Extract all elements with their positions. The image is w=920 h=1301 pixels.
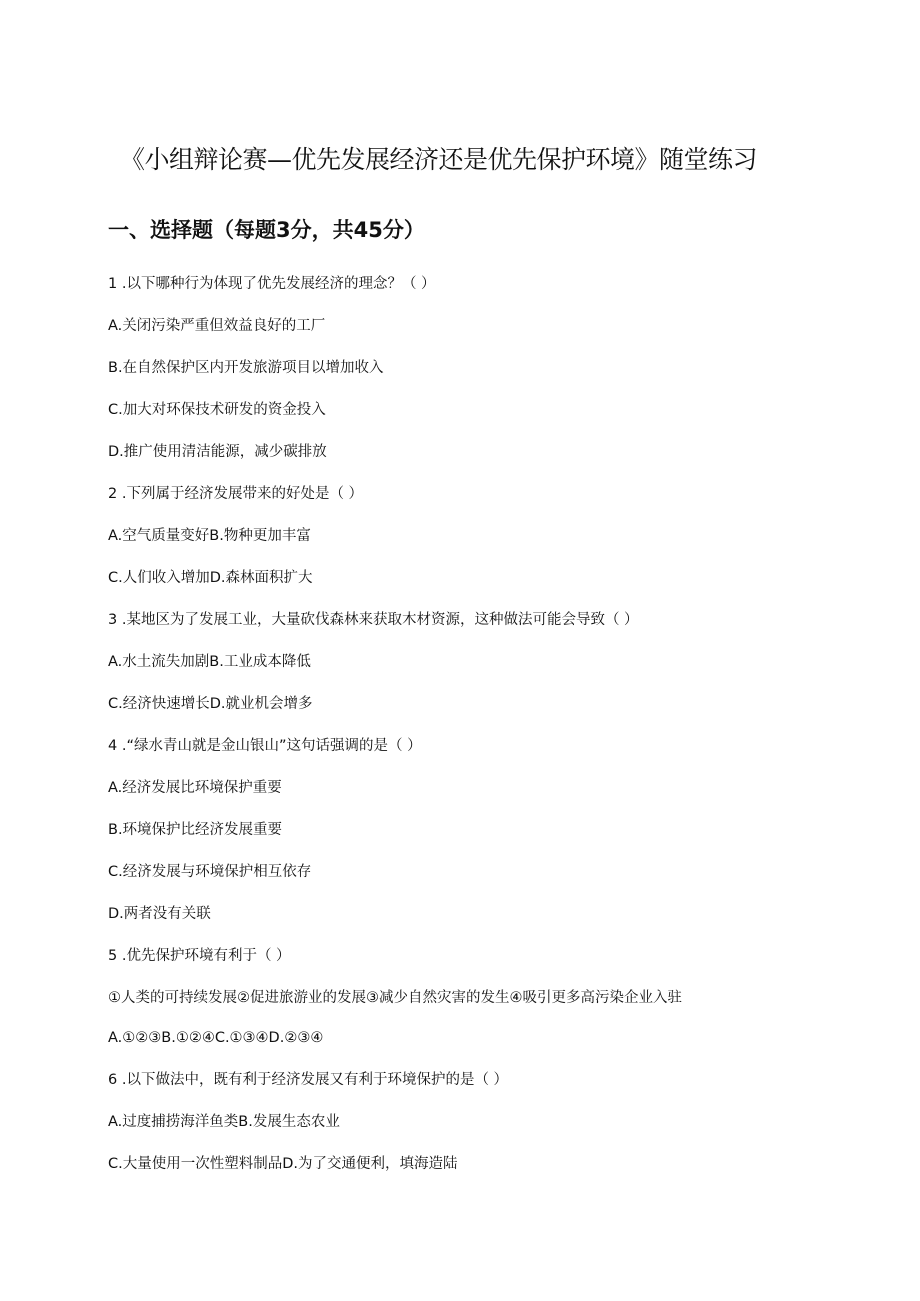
question-list bbox=[108, 272, 808, 1194]
question-3: 3 .某地区为了发展工业，大量砍伐森林来获取木材资源，这种做法可能会导致（ ） bbox=[108, 612, 639, 628]
question-2: 2 .下列属于经济发展带来的好处是（ ） bbox=[108, 486, 364, 502]
question-1: 1 .以下哪种行为体现了优先发展经济的理念？（ ） bbox=[108, 276, 436, 292]
question-2-options-ab: A.空气质量变好B.物种更加丰富 bbox=[108, 528, 311, 544]
question-5-options: A.①②③B.①②④C.①③④D.②③④ bbox=[108, 1030, 324, 1046]
question-1-option-c: C.加大对环保技术研发的资金投入 bbox=[108, 402, 326, 418]
question-5-statements: ①人类的可持续发展②促进旅游业的发展③减少自然灾害的发生④吸引更多高污染企业入驻 bbox=[108, 990, 682, 1006]
question-3-options-ab: A.水土流失加剧B.工业成本降低 bbox=[108, 654, 311, 670]
question-3-options-cd: C.经济快速增长D.就业机会增多 bbox=[108, 696, 313, 712]
question-5: 5 .优先保护环境有利于（ ） bbox=[108, 948, 291, 964]
question-4-option-d: D.两者没有关联 bbox=[108, 906, 211, 922]
question-6: 6 .以下做法中，既有利于经济发展又有利于环境保护的是（ ） bbox=[108, 1072, 509, 1088]
question-2-options-cd: C.人们收入增加D.森林面积扩大 bbox=[108, 570, 313, 586]
question-4-option-b: B.环境保护比经济发展重要 bbox=[108, 822, 283, 838]
question-4-option-a: A.经济发展比环境保护重要 bbox=[108, 780, 282, 796]
question-6-options-cd: C.大量使用一次性塑料制品D.为了交通便利，填海造陆 bbox=[108, 1156, 458, 1172]
question-6-options-ab: A.过度捕捞海洋鱼类B.发展生态农业 bbox=[108, 1114, 340, 1130]
question-4: 4 .“绿水青山就是金山银山”这句话强调的是（ ） bbox=[108, 738, 422, 754]
question-1-option-b: B.在自然保护区内开发旅游项目以增加收入 bbox=[108, 360, 384, 376]
question-4-option-c: C.经济发展与环境保护相互依存 bbox=[108, 864, 312, 880]
question-1-option-d: D.推广使用清洁能源，减少碳排放 bbox=[108, 444, 327, 460]
section-heading: 一、选择题（每题3分，共45分） bbox=[108, 218, 425, 242]
question-1-option-a: A.关闭污染严重但效益良好的工厂 bbox=[108, 318, 326, 334]
document-title: 《小组辩论赛—优先发展经济还是优先保护环境》随堂练习 bbox=[120, 145, 758, 174]
